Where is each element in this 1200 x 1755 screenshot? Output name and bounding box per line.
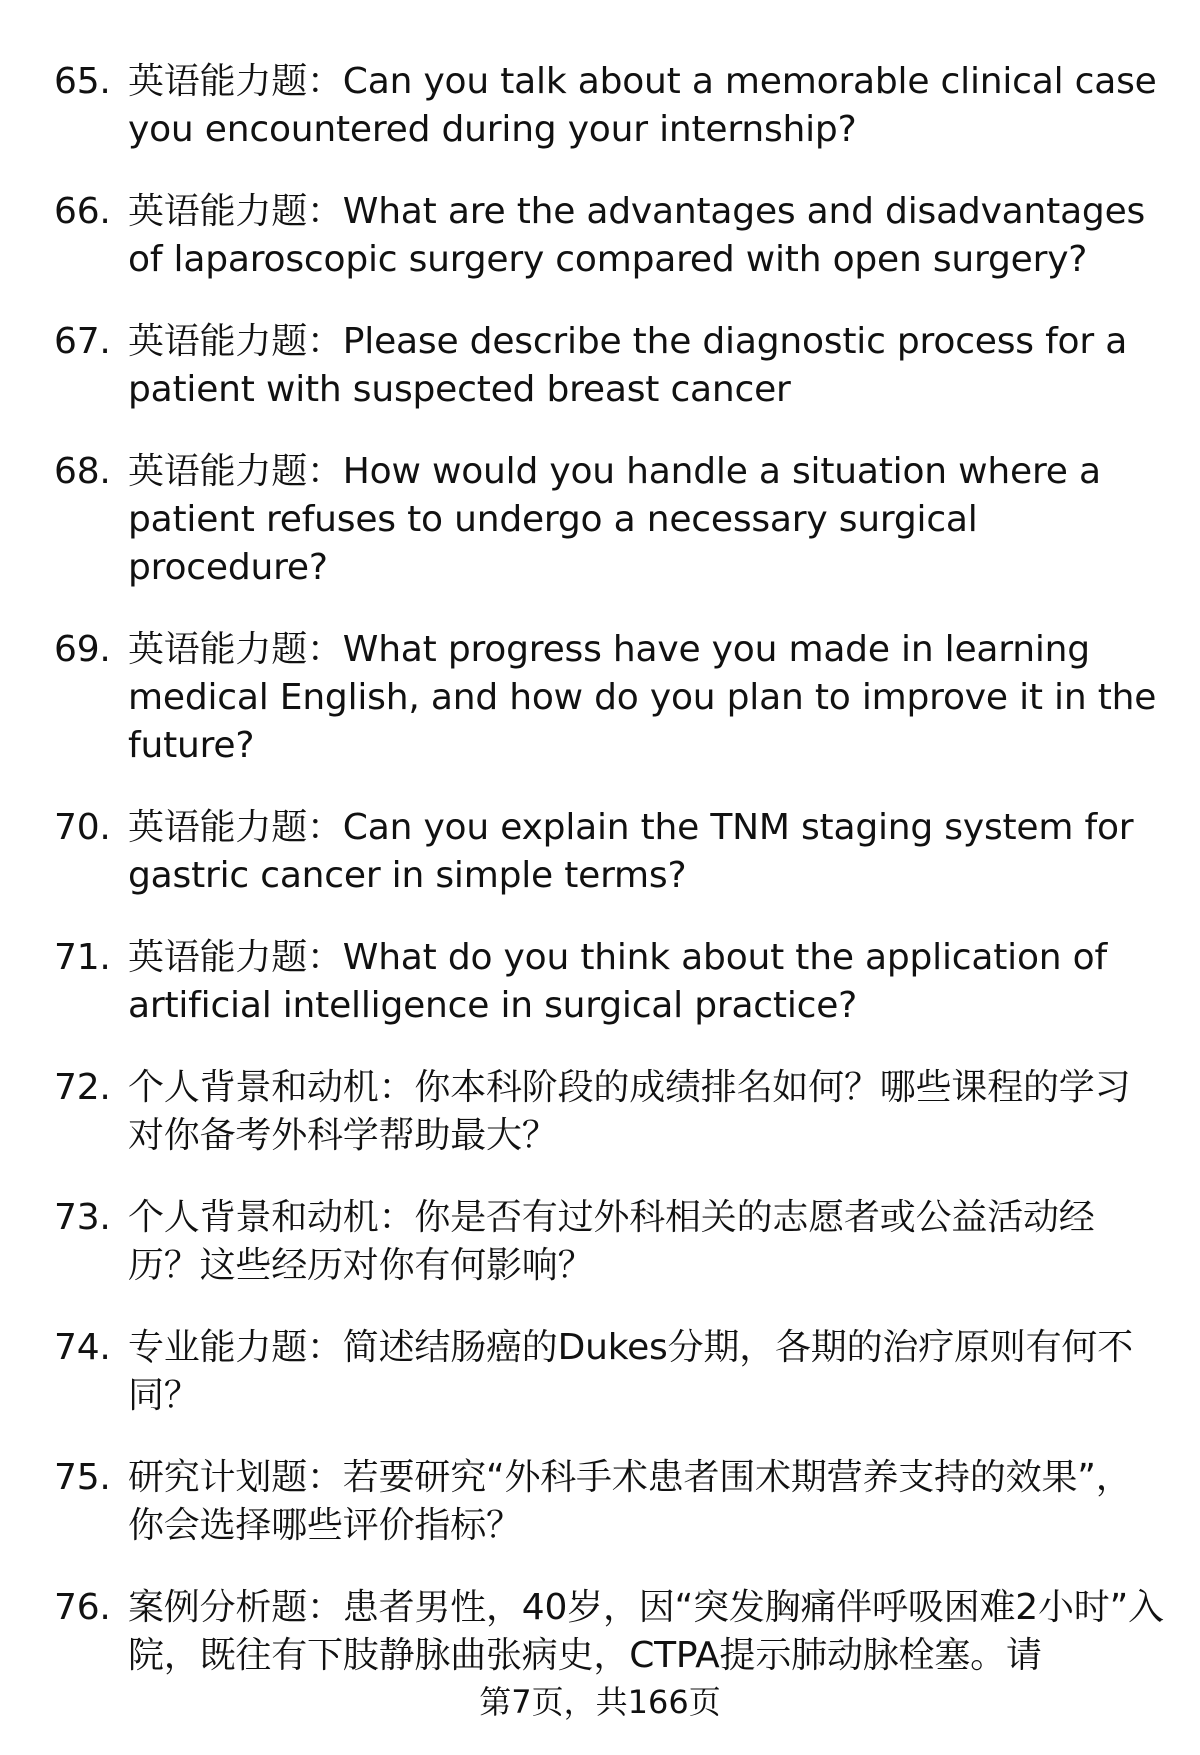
question-number: 76. [54, 1587, 111, 1628]
question-text: 研究计划题：若要研究“外科手术患者围术期营养支持的效果”，你会选择哪些评价指标？ [128, 1457, 1132, 1546]
question-text: 案例分析题：患者男性，40岁，因“突发胸痛伴呼吸困难2小时”入院，既往有下肢静脉曲张病史，CTPA提示肺动脉栓塞。请 [128, 1587, 1164, 1676]
question-text: 英语能力题：Can you explain the TNM staging system for gastric cancer in simple terms? [128, 807, 1134, 896]
question-number: 67. [54, 321, 111, 362]
question-item [54, 804, 1164, 900]
question-item [54, 1454, 1164, 1550]
question-item [54, 448, 1164, 592]
question-text: 个人背景和动机：你本科阶段的成绩排名如何？哪些课程的学习对你备考外科学帮助最大？ [128, 1067, 1131, 1156]
question-number: 74. [54, 1327, 111, 1368]
question-number: 75. [54, 1457, 111, 1498]
question-text: 英语能力题：Please describe the diagnostic process for a patient with suspected breast cancer [128, 321, 1128, 410]
question-text: 个人背景和动机：你是否有过外科相关的志愿者或公益活动经历？这些经历对你有何影响？ [128, 1197, 1095, 1286]
page-footer: 第7页，共166页 [479, 1683, 721, 1721]
question-item [54, 626, 1164, 770]
question-item [54, 1194, 1164, 1290]
question-text: 英语能力题：What progress have you made in learning medical English, and how do you plan to improve it in the future? [128, 629, 1157, 766]
question-item [54, 1584, 1164, 1680]
question-list [54, 58, 1164, 1714]
question-text: 英语能力题：What do you think about the application of artificial intelligence in surgical practice? [128, 937, 1107, 1026]
question-number: 71. [54, 937, 111, 978]
question-item [54, 318, 1164, 414]
question-number: 66. [54, 191, 111, 232]
question-number: 65. [54, 61, 111, 102]
question-item [54, 58, 1164, 154]
question-item [54, 1064, 1164, 1160]
question-text: 英语能力题：Can you talk about a memorable clinical case you encountered during your internship? [128, 61, 1157, 150]
question-number: 70. [54, 807, 111, 848]
question-item [54, 188, 1164, 284]
question-text: 专业能力题：简述结肠癌的Dukes分期，各期的治疗原则有何不同？ [128, 1327, 1134, 1416]
question-number: 72. [54, 1067, 111, 1108]
question-text: 英语能力题：How would you handle a situation where a patient refuses to undergo a necessary surgical procedure? [128, 451, 1101, 588]
question-number: 68. [54, 451, 111, 492]
question-item [54, 1324, 1164, 1420]
question-number: 69. [54, 629, 111, 670]
question-text: 英语能力题：What are the advantages and disadvantages of laparoscopic surgery compared with open surgery? [128, 191, 1146, 280]
question-item [54, 934, 1164, 1030]
question-number: 73. [54, 1197, 111, 1238]
